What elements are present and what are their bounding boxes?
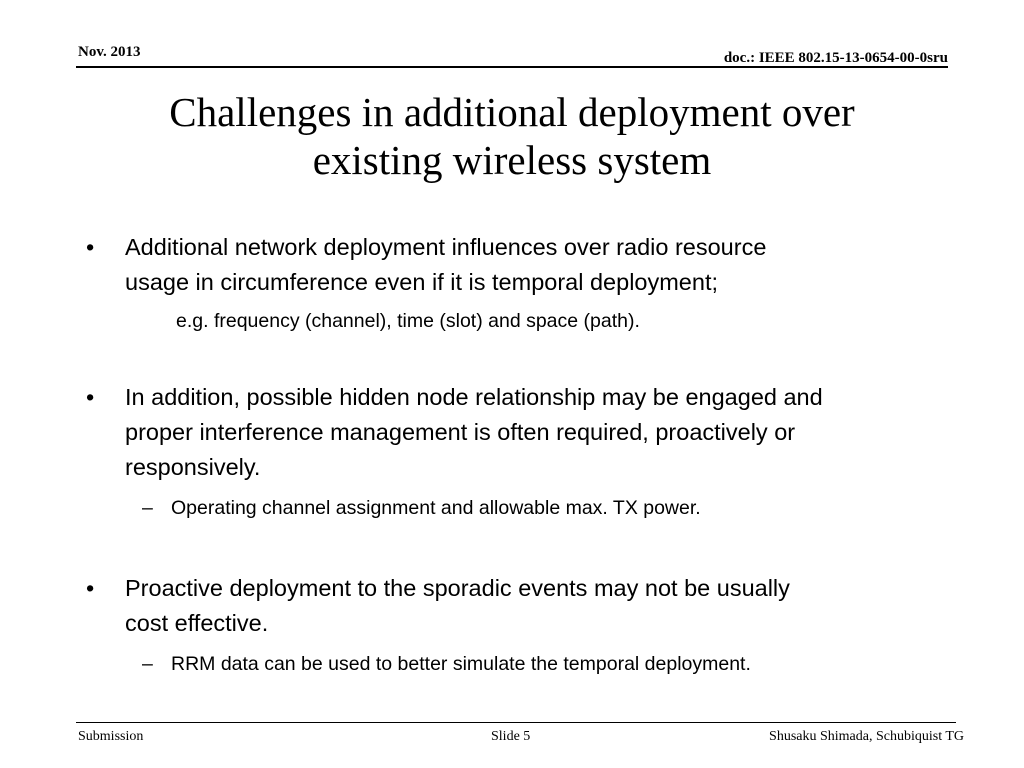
bullet-1-note: e.g. frequency (channel), time (slot) and space (path). [176, 310, 640, 332]
bullet-3-line-2: cost effective. [125, 610, 269, 636]
bullet-item-1 [78, 230, 978, 300]
bullet-3-line-1: Proactive deployment to the sporadic events may not be usually [125, 575, 790, 601]
bullet-2-line-3: responsively. [125, 454, 261, 480]
bullet-1-line-1: Additional network deployment influences over radio resource [125, 234, 767, 260]
footer-author: Shusaku Shimada, Schubiquist TG [769, 729, 964, 744]
bullet-item-3 [78, 571, 978, 641]
footer-slide-number: Slide 5 [491, 729, 531, 744]
slide-title-line-1: Challenges in additional deployment over [169, 89, 855, 135]
header-doc-id: doc.: IEEE 802.15-13-0654-00-0sru [723, 50, 948, 66]
header-date: Nov. 2013 [78, 44, 141, 60]
bullet-2-line-2: proper interference management is often required, proactively or [125, 419, 796, 445]
bullet-2-line-1: In addition, possible hidden node relationship may be engaged and [125, 384, 823, 410]
slide-title-line-2: existing wireless system [312, 137, 712, 183]
bullet-2-subitem [78, 495, 978, 521]
dash-mark: – [142, 497, 153, 519]
slide-title [76, 88, 948, 184]
slide-body [78, 230, 978, 677]
dash-mark: – [142, 653, 153, 675]
footer-divider [76, 722, 956, 723]
bullet-item-2 [78, 380, 978, 485]
footer-submission: Submission [78, 729, 144, 744]
bullet-mark: • [86, 384, 95, 410]
bullet-mark: • [86, 575, 95, 601]
bullet-2-subitem-text: Operating channel assignment and allowable max. TX power. [171, 497, 701, 519]
header-divider [76, 66, 948, 68]
bullet-1-line-2: usage in circumference even if it is temporal deployment; [125, 269, 719, 295]
bullet-3-subitem-text: RRM data can be used to better simulate the temporal deployment. [171, 653, 751, 675]
bullet-3-subitem [78, 651, 978, 677]
bullet-mark: • [86, 234, 95, 260]
